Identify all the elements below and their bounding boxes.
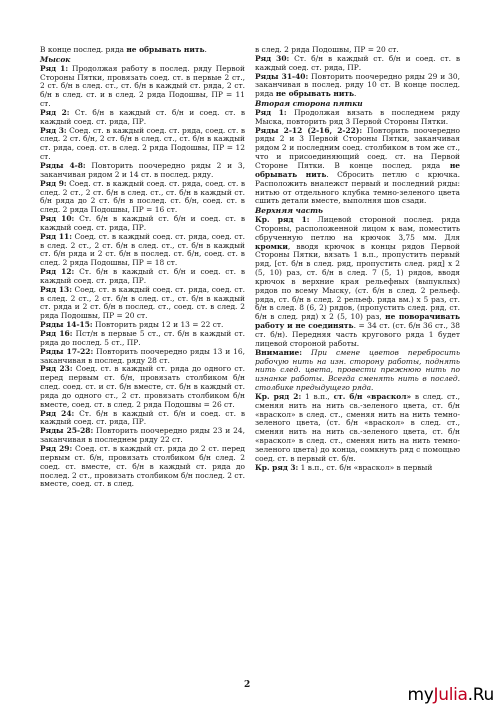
instruction-paragraph xyxy=(40,46,245,55)
row-label: Ряд 1: xyxy=(255,107,287,117)
body-text: . Сбросить петлю с крючка. Расположить вналежст первый и последний ряды: нитью от отдельного клубка темно-зеленого цвета сшить детали вместе, выполняя шов сзади. xyxy=(255,169,460,206)
row-label: Ряд 1: xyxy=(40,63,69,73)
body-text: . xyxy=(354,89,357,99)
body-text: Ст. б/н в каждый ст. б/н и соед. ст. в каждый соед. ст. ряда, ПР. xyxy=(40,408,246,427)
body-text: 1 в.п., xyxy=(301,391,334,401)
emphasis-text: ст. б/н «враскол» xyxy=(333,391,412,401)
row-label: Ряды 2-12 (2-16, 2-22): xyxy=(255,125,363,135)
row-label: Ряд 13: xyxy=(40,284,72,294)
emphasis-text: не обрывать нить xyxy=(275,89,355,99)
body-text: Повторить поочередно ряды 29 и 30, заканчивая в послед. ряду 10 ст. В конце послед. ряда xyxy=(255,71,460,99)
row-label: Ряды 14-15: xyxy=(40,320,93,330)
body-text: В конце послед. ряда xyxy=(40,45,127,54)
instruction-paragraph xyxy=(40,330,245,348)
body-text: Повторить поочередно ряды 2 и 3 Первой Стороны Пятки, заканчивая рядом 2 и последним соед. столбиком в том же ст., что и присоединяющий соед. ст. на Первой Стороне Пятки. В конце послед. ряда xyxy=(255,125,461,170)
instruction-paragraph xyxy=(40,410,245,428)
row-label: Ряд 10: xyxy=(40,214,75,224)
instruction-paragraph xyxy=(40,427,245,445)
body-text: Ст. б/н в каждый ст. б/н и соед. ст. в каждый соед. ст. ряда, ПР. xyxy=(40,267,246,285)
emphasis-text: не обрывать нить xyxy=(126,45,205,54)
instruction-paragraph xyxy=(40,348,245,366)
emphasis-text: не поворачивать работу и не соединять xyxy=(255,312,461,331)
body-text: Ст. б/н в каждый ст. б/н и соед. ст. в каждый соед. ст. ряда, ПР. xyxy=(40,214,246,232)
instruction-paragraph xyxy=(40,233,245,268)
row-label: Ряды 25-28: xyxy=(40,426,94,436)
row-label: Ряд 9: xyxy=(40,178,67,188)
instruction-paragraph xyxy=(40,268,245,286)
body-text: в след. 2 ряда Подошвы, ПР = 20 ст. xyxy=(255,45,399,54)
body-text: Ст. б/н в каждый ст. б/н и соед. ст. в каждый соед. ст. ряда, ПР. xyxy=(255,53,461,72)
row-label: Ряд 29: xyxy=(40,443,73,453)
body-text: Ст. б/н в каждый ст. б/н и соед. ст. в каждый соед. ст. ряда, ПР. xyxy=(40,107,246,126)
row-label: Ряд 11: xyxy=(40,231,72,241)
body-text: Соед. ст. в каждый ст. ряда до 2 ст. перед первым ст. б/н, провязать столбиком б/н след. 2 соед. ст. вместе, ст. б/н в каждый ст. ряда до послед. 2 ст., провязать столбиком б/н послед. 2 ст. вместе, соед. ст. в след. xyxy=(40,443,246,489)
row-label: Ряд 16: xyxy=(40,329,73,338)
watermark-suffix: .Ru xyxy=(467,685,494,705)
body-text: Лицевой стороной послед. ряда Стороны, расположенной лицом к вам, поместить сбрученную петлю на крючок 3,75 мм. Для xyxy=(255,215,461,242)
row-label: Ряды 4-8: xyxy=(40,160,86,170)
instruction-paragraph xyxy=(40,365,245,409)
row-label: Ряд 12: xyxy=(40,267,75,277)
instruction-paragraph xyxy=(255,393,460,464)
emphasis-text: кромки xyxy=(255,241,288,251)
body-text: Соед. ст. в каждый соед. ст. ряда, соед. ст. в след. 2 ст., 2 ст. б/н в след. ст., ст. б/н в каждый ст. б/н ряда до 2 ст. б/н в послед. ст. б/н, соед. ст. в след. 2 ряда Подошвы, ПР = 16 ст. xyxy=(40,178,246,215)
row-label: Внимание: xyxy=(255,347,302,357)
page-number: 2 xyxy=(244,680,251,690)
instruction-paragraph xyxy=(255,55,460,73)
instruction-paragraph xyxy=(40,445,245,489)
section-heading: Вторая сторона пятки xyxy=(255,99,363,109)
row-label: Ряд 23: xyxy=(40,364,73,374)
row-label: Ряды 31-40: xyxy=(255,71,309,81)
body-text: Соед. ст. в каждый соед. ст. ряда, соед. ст. в след. 2 ст., 2 ст. б/н в след. ст., ст. б/н в каждый ст. б/н ряда и 2 ст. б/н в послед. ст. б/н, соед. ст. в след. 2 ряда Подошвы, ПР = 18 ст. xyxy=(40,231,245,268)
row-label: Ряд 3: xyxy=(40,125,67,135)
row-label: Кр. ряд 1: xyxy=(255,215,310,225)
body-text: Продолжая вязать в последнем ряду Мыска, повторить ряд 3 Первой Стороны Пятки. xyxy=(255,107,460,126)
row-label: Ряд 2: xyxy=(40,107,70,117)
watermark-prefix: my xyxy=(407,685,434,705)
row-label: Ряды 17-22: xyxy=(40,346,94,356)
instruction-paragraph xyxy=(40,180,245,215)
left-column xyxy=(40,46,245,489)
body-text: Повторить поочередно ряды 2 и 3, заканчивая рядом 2 и 14 ст. в послед. ряду. xyxy=(40,160,245,179)
body-text: Продолжая работу в послед. ряду Первой Стороны Пятки, провязать соед. ст. в первые 2 ст., 2 ст. б/н в след. ст., ст. б/н в каждый ст. ряда, 2 ст. б/н в след. ст. и в след. 2 ряда Подошвы, ПР = 11 ст. xyxy=(40,63,245,109)
body-text: в след. ст., сменяя нить на нить св.-зеленого цвета, ст. б/н «враскол» в след. ст., сменяя нить на нить темно-зеленого цвета, (ст. б/н «враскол» в след. ст., сменяя нить на нить св.-зеленого цвета, ст. б/н «враскол» в след. ст., сменяя нить на нить темно-зеленого цвета) до конца, сомкнуть ряд с помощью соед. ст. в первый ст. б/н. xyxy=(255,391,460,463)
body-text: Повторить ряды 12 и 13 = 22 ст. xyxy=(92,320,224,330)
instruction-paragraph xyxy=(40,162,245,180)
body-text: При смене цветов перебросить рабочую нить на изн. сторону работы, поднять нить след. цвета, провести прежнюю нить по изнанке работы. Всегда сменять нить в послед. столбике предыдущего ряда. xyxy=(255,347,460,393)
emphasis-text: не обрывать нить xyxy=(255,160,460,179)
body-text: Соед. ст. в каждый соед. ст. ряда, соед. ст. в след. 2 ст. б/н, 2 ст. б/н в след. ст., ст. б/н в каждый ст. ряда, соед. ст. в след. 2 ряда Подошвы, ПР = 12 ст. xyxy=(40,125,246,162)
instruction-paragraph xyxy=(255,216,460,349)
instruction-paragraph xyxy=(255,73,460,100)
row-label: Кр. ряд 3: xyxy=(255,462,299,472)
instruction-paragraph xyxy=(255,109,460,127)
instruction-paragraph xyxy=(255,464,460,473)
body-text: Пст/н в первые 5 ст., ст. б/н в каждый ст. ряда до послед. 5 ст., ПР. xyxy=(40,329,245,347)
instruction-paragraph xyxy=(255,349,460,393)
body-text: 1 в.п., ст. б/н «враскол» в первый xyxy=(298,462,433,472)
row-label: Кр. ряд 2: xyxy=(255,391,302,401)
body-text: Соед. ст. в каждый соед. ст. ряда, соед. ст. в след. 2 ст., 2 ст. б/н в след. ст., ст. б/н в каждый ст. ряда и 2 ст. б/н в послед. ст., соед. ст. в след. 2 ряда Подошвы, ПР = 20 ст. xyxy=(40,284,245,321)
section-heading: Верхняя часть xyxy=(255,206,323,216)
instruction-paragraph xyxy=(40,286,245,321)
watermark-logo[interactable] xyxy=(407,685,494,705)
instruction-paragraph xyxy=(40,127,245,162)
instruction-paragraph xyxy=(40,109,245,127)
instruction-paragraph xyxy=(40,65,245,109)
body-text: Повторить поочередно ряды 23 и 24, заканчивая в последнем ряду 22 ст. xyxy=(40,426,245,445)
row-label: Ряд 24: xyxy=(40,408,75,418)
body-text: Соед. ст. в каждый ст. ряда до одного ст. перед первым ст. б/н, провязать столбиком б/н след. соед. ст. и ст. б/н вместе, ст. б/н в каждый ст. ряда до одного ст., 2 ст. провязать столбиком б/н вместе, соед. ст. в след. 2 ряда Подошвы = 26 ст. xyxy=(40,364,245,409)
watermark-brand: Julia xyxy=(433,685,468,705)
body-text: . = 34 ст. (ст. б/н 36 ст., 38 ст. б/н). Передняя часть кругового ряда 1 будет лицевой стороной работы. xyxy=(255,321,460,348)
row-label: Ряд 30: xyxy=(255,53,290,63)
right-column xyxy=(255,46,460,473)
instruction-paragraph xyxy=(255,127,460,207)
section-heading: Мысок xyxy=(40,54,71,64)
body-text: , вводя крючок в концы рядов Первой Стороны Пятки, вязать 1 в.п., пропустить первый ряд, [ст. б/н в след. ряд, пропустить след. ряд] х 2 (5, 10) раз, ст. б/н в след. 7 (5, 1) рядов, вводя крючок в верхние края рельефных (выпуклых) рядов по всему Мыску, (ст. б/н в след. 2 рельеф. ряда, ст. б/н в след. 2 рельеф. ряда вм.) х 5 раз, ст. б/н в след. 8 (6, 2) рядов, (пропустить след. ряд, ст. б/н в след. ряд) х 2 (5, 10) раз, xyxy=(255,241,460,322)
body-text: . xyxy=(204,45,207,54)
instruction-paragraph xyxy=(40,215,245,233)
body-text: Повторить поочередно ряды 13 и 16, заканчивая в послед. ряду 28 ст. xyxy=(40,346,245,365)
